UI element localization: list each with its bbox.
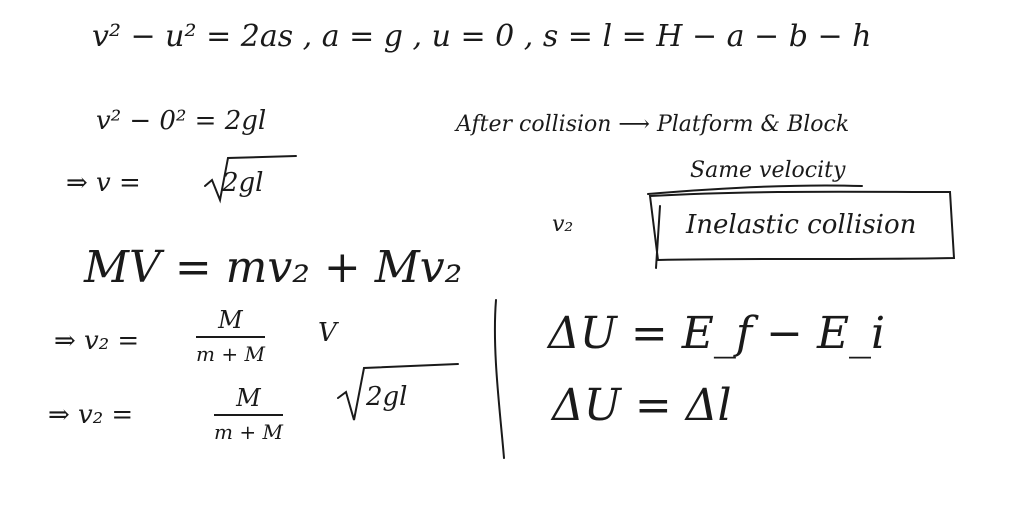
v2-tail-first: V: [318, 318, 337, 348]
velocity-result-radicand: 2gl: [222, 168, 264, 198]
energy-change-line-1: ΔU = E_f − E_i: [548, 308, 886, 359]
v2-fraction-second-numerator: M: [236, 384, 261, 412]
v2-prefix-first: ⇒ v₂ =: [54, 326, 140, 356]
v2-fraction-first-numerator: M: [218, 306, 243, 334]
square-root-sign: [338, 364, 458, 420]
substituted-equation: v² − 0² = 2gl: [96, 106, 267, 136]
v2-radicand-second: 2gl: [366, 382, 408, 412]
kinematics-equation: v² − u² = 2as , a = g , u = 0 , s = l = H − a − b − h: [92, 19, 872, 54]
after-collision-note: After collision ⟶ Platform & Block: [456, 112, 850, 137]
momentum-equation: MV = mv₂ + Mv₂: [84, 242, 463, 293]
same-velocity-note: Same velocity: [690, 158, 846, 183]
v2-fraction-second-denominator: m + M: [214, 420, 283, 444]
v2-side-label: v₂: [552, 212, 574, 237]
energy-change-line-2: ΔU = Δl: [552, 380, 732, 431]
velocity-result-prefix: ⇒ v =: [66, 168, 141, 198]
inelastic-collision-box: [650, 192, 954, 260]
v2-prefix-second: ⇒ v₂ =: [48, 400, 134, 430]
inelastic-collision-label: Inelastic collision: [686, 210, 917, 240]
section-divider: [495, 300, 504, 458]
v2-fraction-first-denominator: m + M: [196, 342, 265, 366]
square-root-sign: [205, 156, 296, 200]
